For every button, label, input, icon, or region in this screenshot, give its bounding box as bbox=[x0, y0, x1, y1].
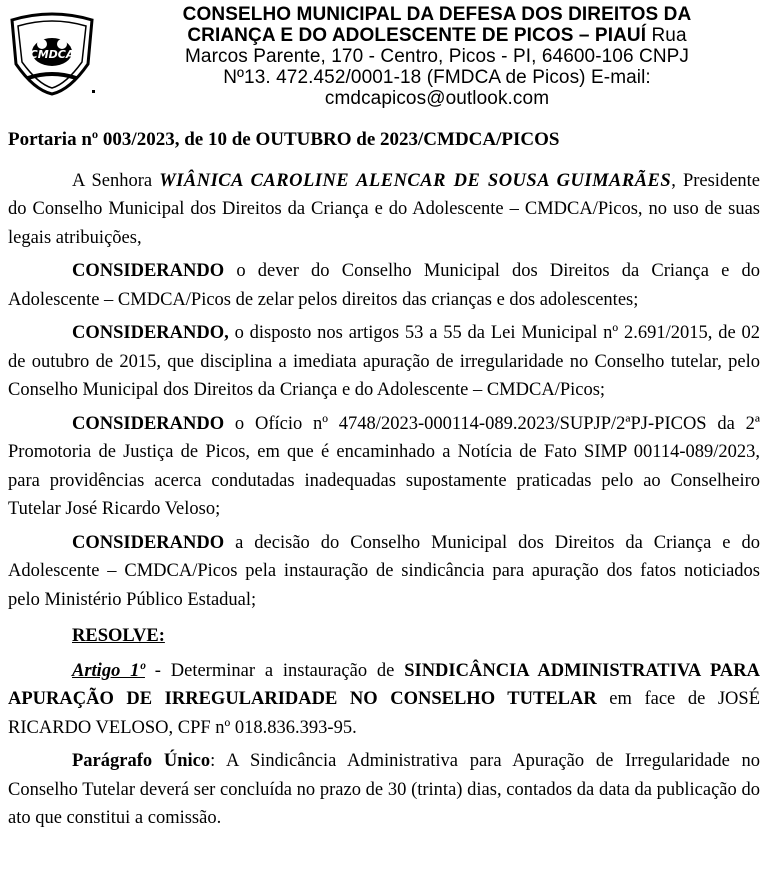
artigo-1 bbox=[8, 657, 760, 743]
considerando-2-text: o disposto nos artigos 53 a 55 da Lei Municipal nº 2.691/2015, de 02 de outubro de 2015, que disciplina a imediata apuração de irregularidade no Conselho tutelar, pelo Conselho Municipal dos Direitos da Criança e do Adolescente – CMDCA/Picos; bbox=[8, 323, 760, 400]
svg-text:CMDCA: CMDCA bbox=[29, 48, 75, 61]
artigo-text-start: - Determinar a instauração de bbox=[144, 660, 405, 681]
intro-prefix: A Senhora bbox=[72, 170, 160, 191]
considerando-4-text: a decisão do Conselho Municipal dos Direitos da Criança e do Adolescente – CMDCA/Picos pela instauração de sindicância para apuração dos fatos noticiados pelo Ministério Público Estadual; bbox=[8, 532, 760, 610]
considerando-1 bbox=[8, 257, 760, 314]
seal-icon bbox=[4, 6, 100, 98]
considerando-3 bbox=[8, 410, 760, 524]
address-line: Marcos Parente, 170 - Centro, Picos - PI, 64600-106 CNPJ bbox=[184, 46, 690, 67]
intro-text: , Presidente do Conselho Municipal dos Direitos da Criança e do Adolescente – CMDCA/Picos, no uso de suas legais atribuições, bbox=[8, 170, 761, 248]
ordinance-title: Portaria nº 003/2023, de 10 de OUTUBRO de 2023/CMDCA/PICOS bbox=[8, 129, 560, 150]
considerando-label: CONSIDERANDO bbox=[72, 532, 225, 553]
considerando-4 bbox=[8, 529, 760, 615]
considerando-label: CONSIDERANDO bbox=[72, 413, 225, 434]
artigo-subject: SINDICÂNCIA ADMINISTRATIVA PARA APURAÇÃO DE IRREGULARIDADE NO CONSELHO TUTELAR bbox=[8, 660, 760, 709]
president-name: WIÂNICA CAROLINE ALENCAR DE SOUSA GUIMARÃES bbox=[159, 170, 672, 191]
letterhead bbox=[0, 0, 768, 118]
address-street-prefix: Rua bbox=[646, 25, 687, 46]
considerando-1-text: o dever do Conselho Municipal dos Direitos da Criança e do Adolescente – CMDCA/Picos de zelar pelos direitos das crianças e dos adolescentes; bbox=[8, 261, 760, 310]
artigo-label: Artigo 1º bbox=[72, 660, 145, 681]
org-name-line2 bbox=[112, 25, 762, 46]
paragrafo-unico bbox=[8, 747, 760, 833]
intro-paragraph bbox=[8, 167, 760, 253]
email-line: cmdcapicos@outlook.com bbox=[324, 88, 550, 109]
cnpj-line: Nº13. 472.452/0001-18 (FMDCA de Picos) E-mail: bbox=[223, 67, 651, 88]
paragrafo-label: Parágrafo Único bbox=[72, 751, 211, 771]
paragrafo-text: : A Sindicância Administrativa para Apuração de Irregularidade no Conselho Tutelar deverá ser concluída no prazo de 30 (trinta) dias, contados da data da publicação do ato que constitui a comissão. bbox=[8, 751, 760, 828]
org-name-line2-bold: CRIANÇA E DO ADOLESCENTE DE PICOS – PIAUÍ bbox=[187, 25, 647, 46]
considerando-3-text: o Ofício nº 4748/2023-000114-089.2023/SUPJP/2ªPJ-PICOS da 2ª Promotoria de Justiça de Picos, em que é encaminhado a Notícia de Fato SIMP 00114-089/2023, para providências acerca condutadas inadequadas supostamente praticadas pelo ao Conselheiro Tutelar José Ricardo Veloso; bbox=[8, 413, 760, 519]
document-body bbox=[8, 126, 760, 838]
considerando-label: CONSIDERANDO, bbox=[72, 323, 229, 343]
artigo-text-end: em face de JOSÉ RICARDO VELOSO, CPF nº 018.836.393-95. bbox=[8, 689, 760, 738]
considerando-label: CONSIDERANDO bbox=[72, 261, 225, 281]
considerando-2 bbox=[8, 319, 760, 405]
letterhead-text bbox=[112, 4, 762, 109]
resolve-heading: RESOLVE: bbox=[72, 626, 165, 646]
org-name-line1: CONSELHO MUNICIPAL DA DEFESA DOS DIREITOS DA bbox=[182, 4, 692, 25]
cmdca-seal-logo bbox=[4, 6, 100, 98]
